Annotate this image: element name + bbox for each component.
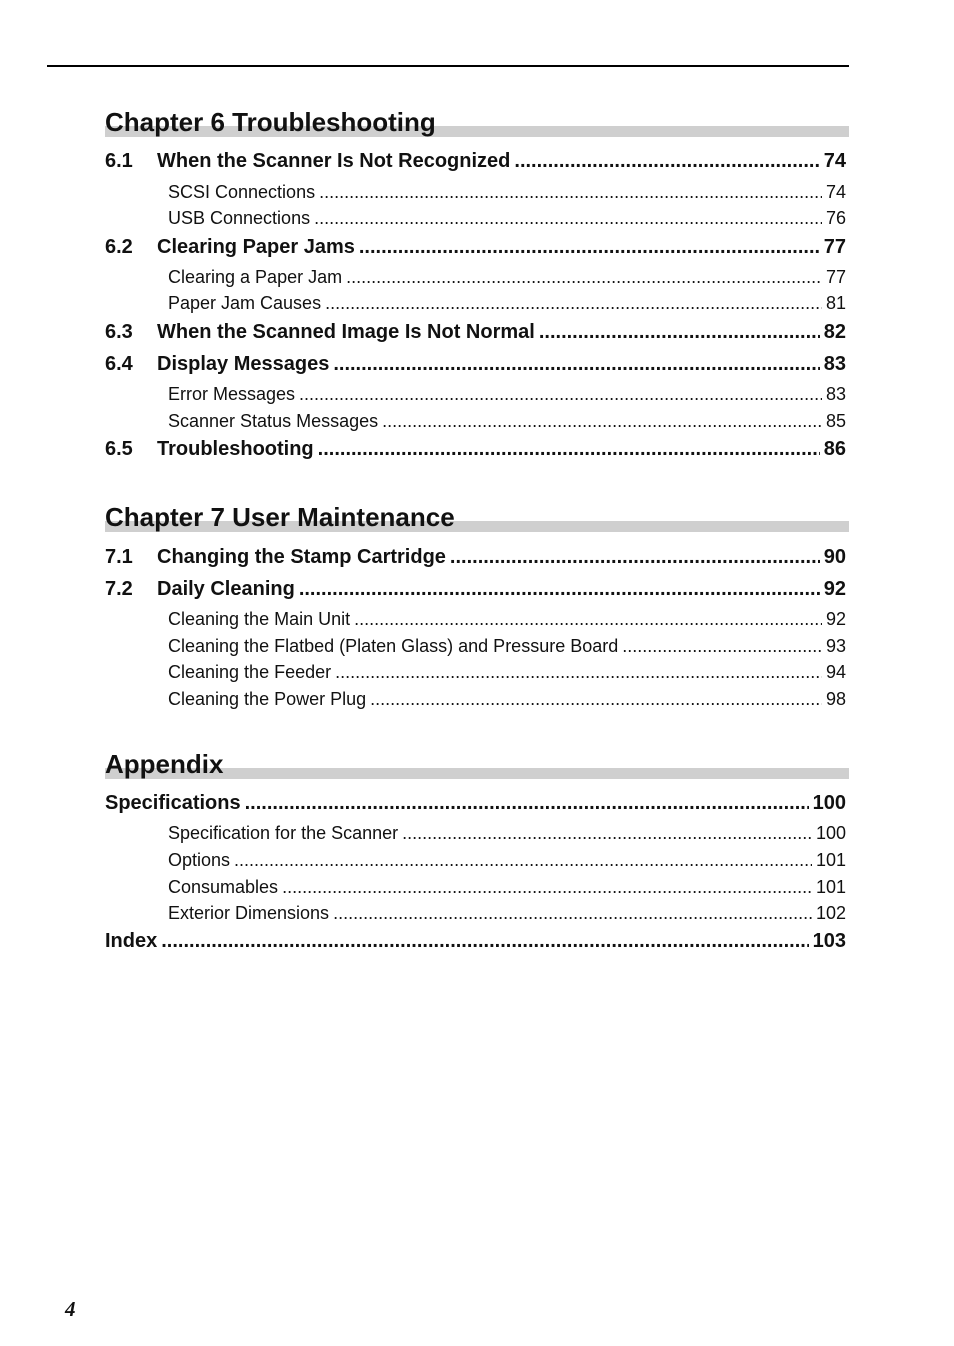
toc-subentry[interactable] <box>168 823 846 847</box>
toc-entry[interactable] <box>105 792 846 818</box>
toc-subentry[interactable] <box>168 662 846 686</box>
section-number: 6.3 <box>105 321 133 343</box>
leader-dots <box>245 792 809 815</box>
header-rule <box>47 65 849 67</box>
toc-subentry[interactable] <box>168 689 846 713</box>
page-number: 74 <box>823 150 846 172</box>
leader-dots <box>319 182 822 203</box>
page-number: 101 <box>815 850 846 870</box>
leader-dots <box>335 662 822 683</box>
page-number: 94 <box>825 662 846 682</box>
toc-entry[interactable] <box>105 578 846 604</box>
leader-dots <box>539 321 820 344</box>
toc-subentry[interactable] <box>168 411 846 435</box>
chapter-heading <box>105 498 849 532</box>
leader-dots <box>450 546 820 569</box>
section-title: When the Scanner Is Not Recognized <box>157 150 511 172</box>
toc-subentry[interactable] <box>168 850 846 874</box>
page-number: 100 <box>815 823 846 843</box>
toc-entry[interactable] <box>105 930 846 956</box>
toc-subentry[interactable] <box>168 293 846 317</box>
toc-subentry[interactable] <box>168 267 846 291</box>
leader-dots <box>299 384 822 405</box>
toc-subentry[interactable] <box>168 877 846 901</box>
leader-dots <box>359 236 820 259</box>
page-number: 100 <box>812 792 846 814</box>
section-number: 6.1 <box>105 150 133 172</box>
leader-dots <box>314 208 822 229</box>
page-number: 76 <box>825 208 846 228</box>
section-number: 7.1 <box>105 546 133 568</box>
subsection-title: Cleaning the Power Plug <box>168 689 367 709</box>
subsection-title: Clearing a Paper Jam <box>168 267 343 287</box>
subsection-title: Scanner Status Messages <box>168 411 379 431</box>
leader-dots <box>234 850 812 871</box>
toc-entry[interactable] <box>105 321 846 347</box>
page-number: 85 <box>825 411 846 431</box>
page-folio: 4 <box>65 1297 76 1321</box>
toc-subentry[interactable] <box>168 636 846 660</box>
toc-entry[interactable] <box>105 353 846 379</box>
toc-subentry[interactable] <box>168 208 846 232</box>
page-number: 92 <box>823 578 846 600</box>
page-number: 74 <box>825 182 846 202</box>
leader-dots <box>382 411 822 432</box>
section-number: 6.4 <box>105 353 133 375</box>
leader-dots <box>333 903 812 924</box>
page-number: 77 <box>823 236 846 258</box>
leader-dots <box>370 689 822 710</box>
section-title: Specifications <box>105 792 241 814</box>
chapter-title: Chapter 7 User Maintenance <box>105 502 455 532</box>
subsection-title: Options <box>168 850 231 870</box>
page-number: 101 <box>815 877 846 897</box>
page-number: 92 <box>825 609 846 629</box>
chapter-title: Chapter 6 Troubleshooting <box>105 107 436 137</box>
section-number: 7.2 <box>105 578 133 600</box>
subsection-title: USB Connections <box>168 208 311 228</box>
page-number: 77 <box>825 267 846 287</box>
leader-dots <box>318 438 820 461</box>
subsection-title: Cleaning the Main Unit <box>168 609 351 629</box>
toc-entry[interactable] <box>105 150 846 176</box>
toc-subentry[interactable] <box>168 182 846 206</box>
toc-entry[interactable] <box>105 236 846 262</box>
toc-entry[interactable] <box>105 546 846 572</box>
page-number: 81 <box>825 293 846 313</box>
leader-dots <box>299 578 820 601</box>
toc-subentry[interactable] <box>168 609 846 633</box>
subsection-title: Specification for the Scanner <box>168 823 399 843</box>
leader-dots <box>354 609 822 630</box>
leader-dots <box>514 150 819 173</box>
page-number: 83 <box>823 353 846 375</box>
section-number: 6.2 <box>105 236 133 258</box>
page-number: 83 <box>825 384 846 404</box>
subsection-title: Cleaning the Feeder <box>168 662 332 682</box>
chapter-title: Appendix <box>105 749 224 779</box>
section-title: Daily Cleaning <box>157 578 295 600</box>
page-number: 93 <box>825 636 846 656</box>
page-number: 102 <box>815 903 846 923</box>
subsection-title: Cleaning the Flatbed (Platen Glass) and Pressure Board <box>168 636 619 656</box>
subsection-title: Consumables <box>168 877 279 897</box>
leader-dots <box>346 267 822 288</box>
toc-subentry[interactable] <box>168 384 846 408</box>
leader-dots <box>333 353 819 376</box>
subsection-title: Paper Jam Causes <box>168 293 322 313</box>
toc-subentry[interactable] <box>168 903 846 927</box>
chapter-heading <box>105 103 849 137</box>
subsection-title: Error Messages <box>168 384 296 404</box>
subsection-title: SCSI Connections <box>168 182 316 202</box>
page-number: 82 <box>823 321 846 343</box>
section-title: Index <box>105 930 158 952</box>
page-number: 90 <box>823 546 846 568</box>
chapter-heading <box>105 745 849 779</box>
subsection-title: Exterior Dimensions <box>168 903 330 923</box>
section-title: Troubleshooting <box>157 438 314 460</box>
page-number: 98 <box>825 689 846 709</box>
leader-dots <box>282 877 812 898</box>
section-number: 6.5 <box>105 438 133 460</box>
section-title: Clearing Paper Jams <box>157 236 355 258</box>
page-number: 86 <box>823 438 846 460</box>
section-title: Changing the Stamp Cartridge <box>157 546 446 568</box>
leader-dots <box>161 930 808 953</box>
section-title: When the Scanned Image Is Not Normal <box>157 321 535 343</box>
leader-dots <box>325 293 822 314</box>
section-title: Display Messages <box>157 353 330 375</box>
toc-entry[interactable] <box>105 438 846 464</box>
page-number: 103 <box>812 930 846 952</box>
leader-dots <box>402 823 812 844</box>
leader-dots <box>622 636 822 657</box>
